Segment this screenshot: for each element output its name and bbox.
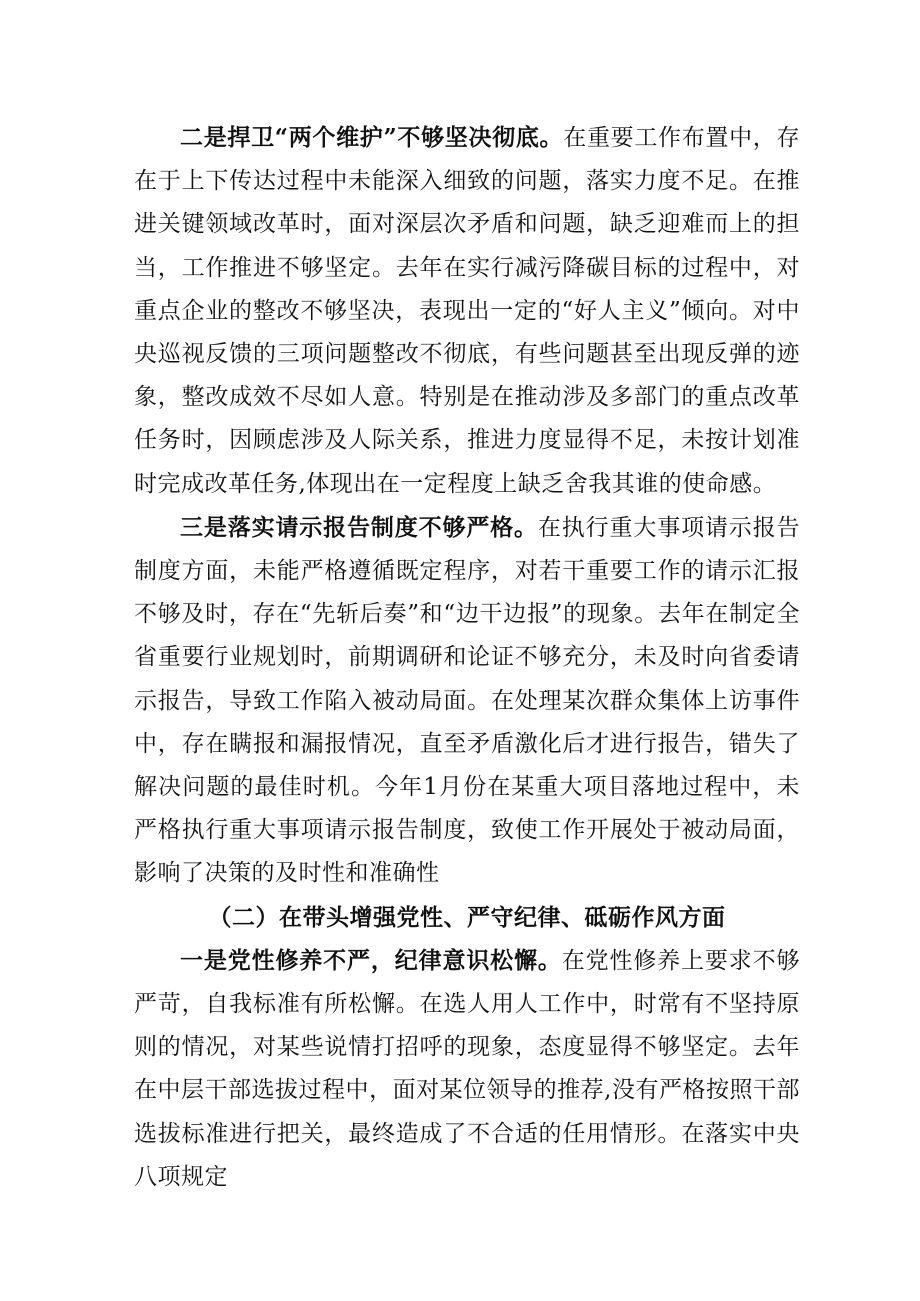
- paragraph-body: 在党性修养上要求不够严苛，自我标准有所松懈。在选人用人工作中，时常有不坚持原则的情况，对某些说情打招呼的现象，态度显得不够坚定。去年在中层干部选拔过程中，面对某位领导的推荐,没有严格按照干部选拔标准进行把关，最终造成了不合适的任用情形。在落实中央八项规定: [134, 947, 801, 1190]
- paragraph-body: 在重要工作布置中，存在于上下传达过程中未能深入细致的问题，落实力度不足。在推进关键领域改革时，面对深层次矛盾和问题，缺乏迎难而上的担当，工作推进不够坚定。去年在实行减污降碳目标的过程中，对重点企业的整改不够坚决，表现出一定的“好人主义”倾向。对中央巡视反馈的三项问题整改不彻底，有些问题甚至出现反弹的迹象，整改成效不尽如人意。特别是在推动涉及多部门的重点改革任务时，因顾虑涉及人际关系，推进力度显得不足，未按计划准时完成改革任务,体现出在一定程度上缺乏舍我其谁的使命感。: [134, 125, 800, 497]
- paragraph-lead: 一是党性修养不严，纪律意识松懈。: [180, 946, 562, 974]
- paragraph-body: 在执行重大事项请示报告制度方面，未能严格遵循既定程序，对若干重要工作的请示汇报不够及时，存在“先斩后奏”和“边干边报”的现象。去年在制定全省重要行业规划时，前期调研和论证不够充分，未及时向省委请示报告，导致工作陷入被动局面。在处理某次群众集体上访事件中，存在瞒报和漏报情况，直至矛盾激化后才进行报告，错失了解决问题的最佳时机。今年1月份在某重大项目落地过程中，未严格执行重大事项请示报告制度，致使工作开展处于被动局面，影响了决策的及时性和准确性: [134, 514, 801, 887]
- paragraph-lead: 二是捍卫“两个维护”不够坚决彻底。: [180, 124, 564, 151]
- paragraph-party-discipline: [134, 939, 800, 1199]
- document-page: [134, 116, 800, 1199]
- section-heading: （二）在带头增强党性、严守纪律、砥砺作风方面: [208, 903, 726, 931]
- paragraph-reporting-system: [134, 506, 800, 896]
- paragraph-two-maintenance: [134, 116, 800, 506]
- paragraph-lead: 三是落实请示报告制度不够严格。: [180, 513, 538, 541]
